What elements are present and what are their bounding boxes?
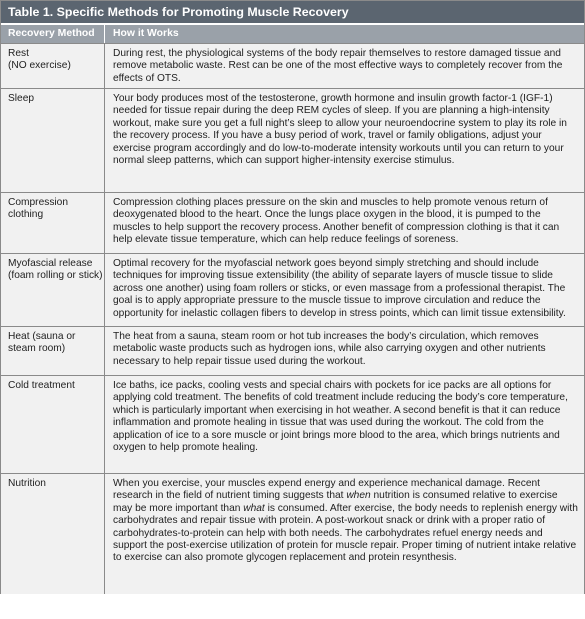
table-row	[1, 192, 584, 253]
method-cell: Heat (sauna or steam room)	[1, 327, 105, 375]
description-cell: Optimal recovery for the myofascial network goes beyond simply stretching and should include techniques for improving tissue extensibility (the ability of separate layers of muscle tissue to slide across one another) using foam rollers or sticks, or even massage from a professional therapist. The goal is to apply appropriate pressure to the muscle tissue to improve circulation and reduce the opportunity for inelastic collagen fibers to develop in stress points, which can limit tissue extensibility.	[113, 258, 566, 319]
method-cell: Compression clothing	[1, 193, 105, 253]
table-row	[1, 326, 584, 375]
table-row	[1, 375, 584, 473]
table-row	[1, 88, 584, 192]
nutrition-emphasis-what: what	[243, 502, 265, 514]
method-cell: Sleep	[1, 89, 105, 192]
description-cell: Compression clothing places pressure on the skin and muscles to help promote venous return of deoxygenated blood to the heart. Once the lungs place oxygen in the blood, it is pumped to the muscles to help support the recovery process. Another benefit of compression clothing is that it can help elevate tissue temperature, which can help reduce feelings of soreness.	[113, 197, 560, 246]
table-row	[1, 253, 584, 326]
description-cell: During rest, the physiological systems of the body repair themselves to restore damaged tissue and remove metabolic waste. Rest can be one of the most effective ways to completely recover from the effects of OTS.	[113, 48, 563, 84]
table-header-row	[1, 25, 584, 43]
table-row	[1, 473, 584, 594]
method-cell: Rest (NO exercise)	[1, 44, 105, 88]
nutrition-text-3: is consumed. After exercise, the body needs to replenish energy with carbohydrates and repair tissue with protein. A post-workout snack or drink with a proper ratio of carbohydrates-to-protein can help with both needs. The carbohydrates refuel energy needs and support the post-exercise utilization of protein for muscle repair. Proper timing of nutrient intake relative to exercise can also promote glycogen replacement and protein resynthesis.	[113, 502, 578, 564]
table-row	[1, 43, 584, 88]
method-cell: Cold treatment	[1, 376, 105, 473]
description-cell: The heat from a sauna, steam room or hot tub increases the body’s circulation, which removes metabolic waste products such as hydrogen ions, while also carrying oxygen and other nutrients necessary to help repair tissue used during the workout.	[113, 331, 546, 367]
nutrition-text-2: nutrition is consumed relative to exercise may be more important than	[113, 490, 558, 514]
header-how-it-works: How it Works	[113, 28, 179, 39]
description-cell	[105, 474, 584, 594]
description-cell: Your body produces most of the testosterone, growth hormone and insulin growth factor-1 (IGF-1) needed for tissue repair during the deep REM cycles of sleep. If you are planning a high-intensity workout, make sure you get a full night’s sleep to allow your neuroendocrine system to play its role in the recovery process. If you have a busy period of work, travel or family obligations, adjust your exercise program accordingly and do low-to-moderate intensity workouts until you can return to your normal sleep patterns, which can support higher-intensity exercise stimulus.	[113, 93, 567, 167]
description-cell: Ice baths, ice packs, cooling vests and special chairs with pockets for ice packs are all options for applying cold treatment. The benefits of cold treatment include reducing the body’s core temperature, which is particularly important when exercising in hot weather. A second benefit is that it can reduce inflammation and promote healing in tissue that was used during the workout. The cold from the application of ice to a sore muscle or joint brings more blood to the area, which brings nutrients and oxygen to help promote healing.	[113, 380, 568, 454]
table-title: Table 1. Specific Methods for Promoting Muscle Recovery	[1, 1, 584, 25]
method-cell: Myofascial release (foam rolling or stick)	[1, 254, 105, 326]
header-recovery-method: Recovery Method	[1, 25, 105, 43]
nutrition-text-1: When you exercise, your muscles expend energy and experience mechanical damage. Recent research in the field of nutrient timing suggests that	[113, 478, 540, 502]
method-cell: Nutrition	[1, 474, 105, 594]
nutrition-emphasis-when: when	[346, 490, 371, 502]
